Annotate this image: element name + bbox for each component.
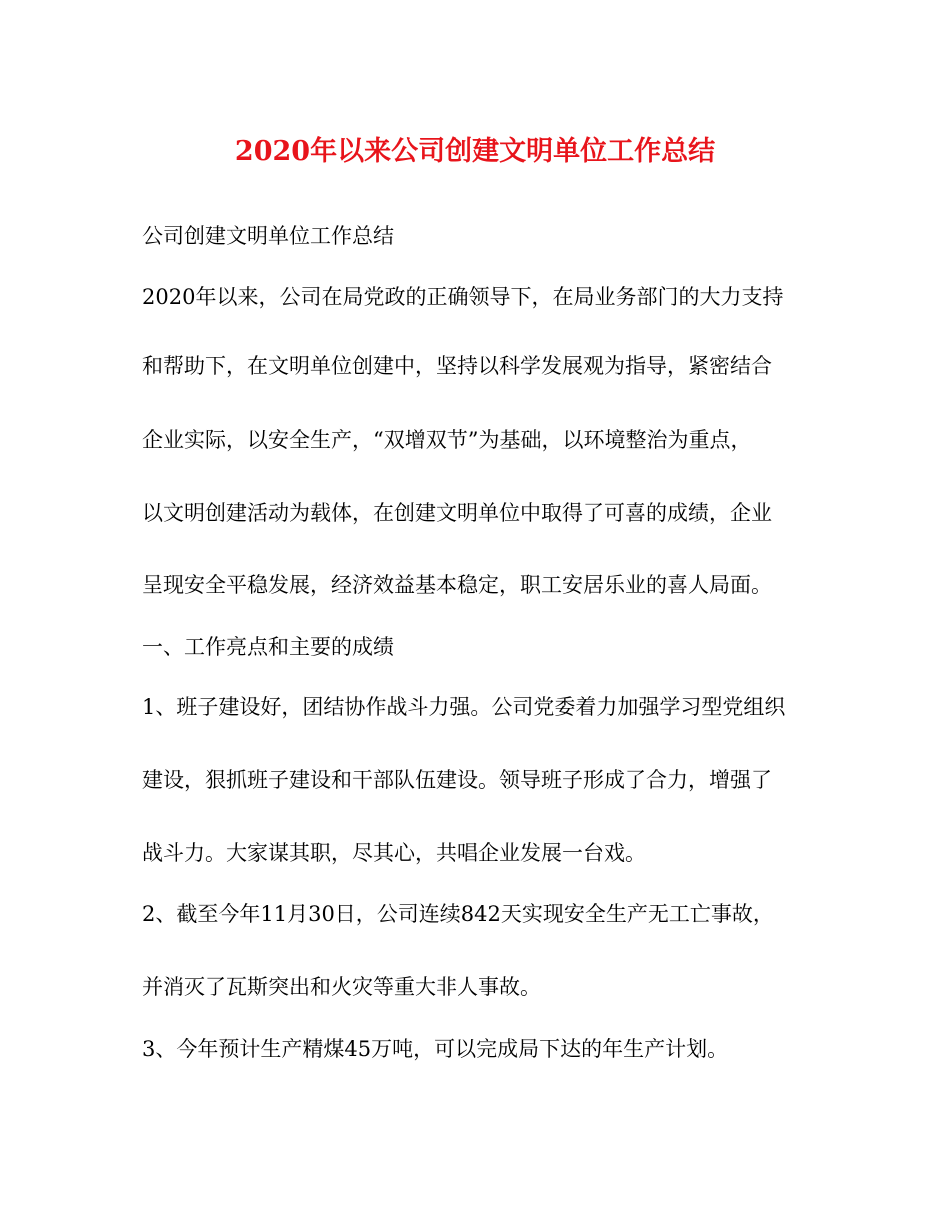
paragraph-line: 2、截至今年11月30日，公司连续842天实现安全生产无工亡事故， [142,902,774,926]
paragraph-line: 建设，狠抓班子建设和干部队伍建设。领导班子形成了合力，增强了 [142,768,772,792]
paragraph-line: 以文明创建活动为载体，在创建文明单位中取得了可喜的成绩，企业 [142,501,772,525]
paragraph-line: 和帮助下，在文明单位创建中，坚持以科学发展观为指导，紧密结合 [142,354,772,378]
paragraph-line: 战斗力。大家谋其职，尽其心，共唱企业发展一台戏。 [142,841,646,865]
subtitle-line: 公司创建文明单位工作总结 [142,224,394,248]
paragraph-line: 呈现安全平稳发展，经济效益基本稳定，职工安居乐业的喜人局面。 [142,573,772,597]
section-heading: 一、工作亮点和主要的成绩 [142,635,394,659]
paragraph-line: 企业实际，以安全生产，“双增双节”为基础，以环境整治为重点， [142,428,752,452]
paragraph-line: 并消灭了瓦斯突出和火灾等重大非人事故。 [142,975,541,999]
paragraph-line: 1、班子建设好，团结协作战斗力强。公司党委着力加强学习型党组织 [142,695,786,719]
paragraph-line: 3、今年预计生产精煤45万吨，可以完成局下达的年生产计划。 [142,1037,729,1061]
paragraph-line: 2020年以来，公司在局党政的正确领导下，在局业务部门的大力支持 [142,285,784,309]
document-title: 2020年以来公司创建文明单位工作总结 [234,136,716,167]
